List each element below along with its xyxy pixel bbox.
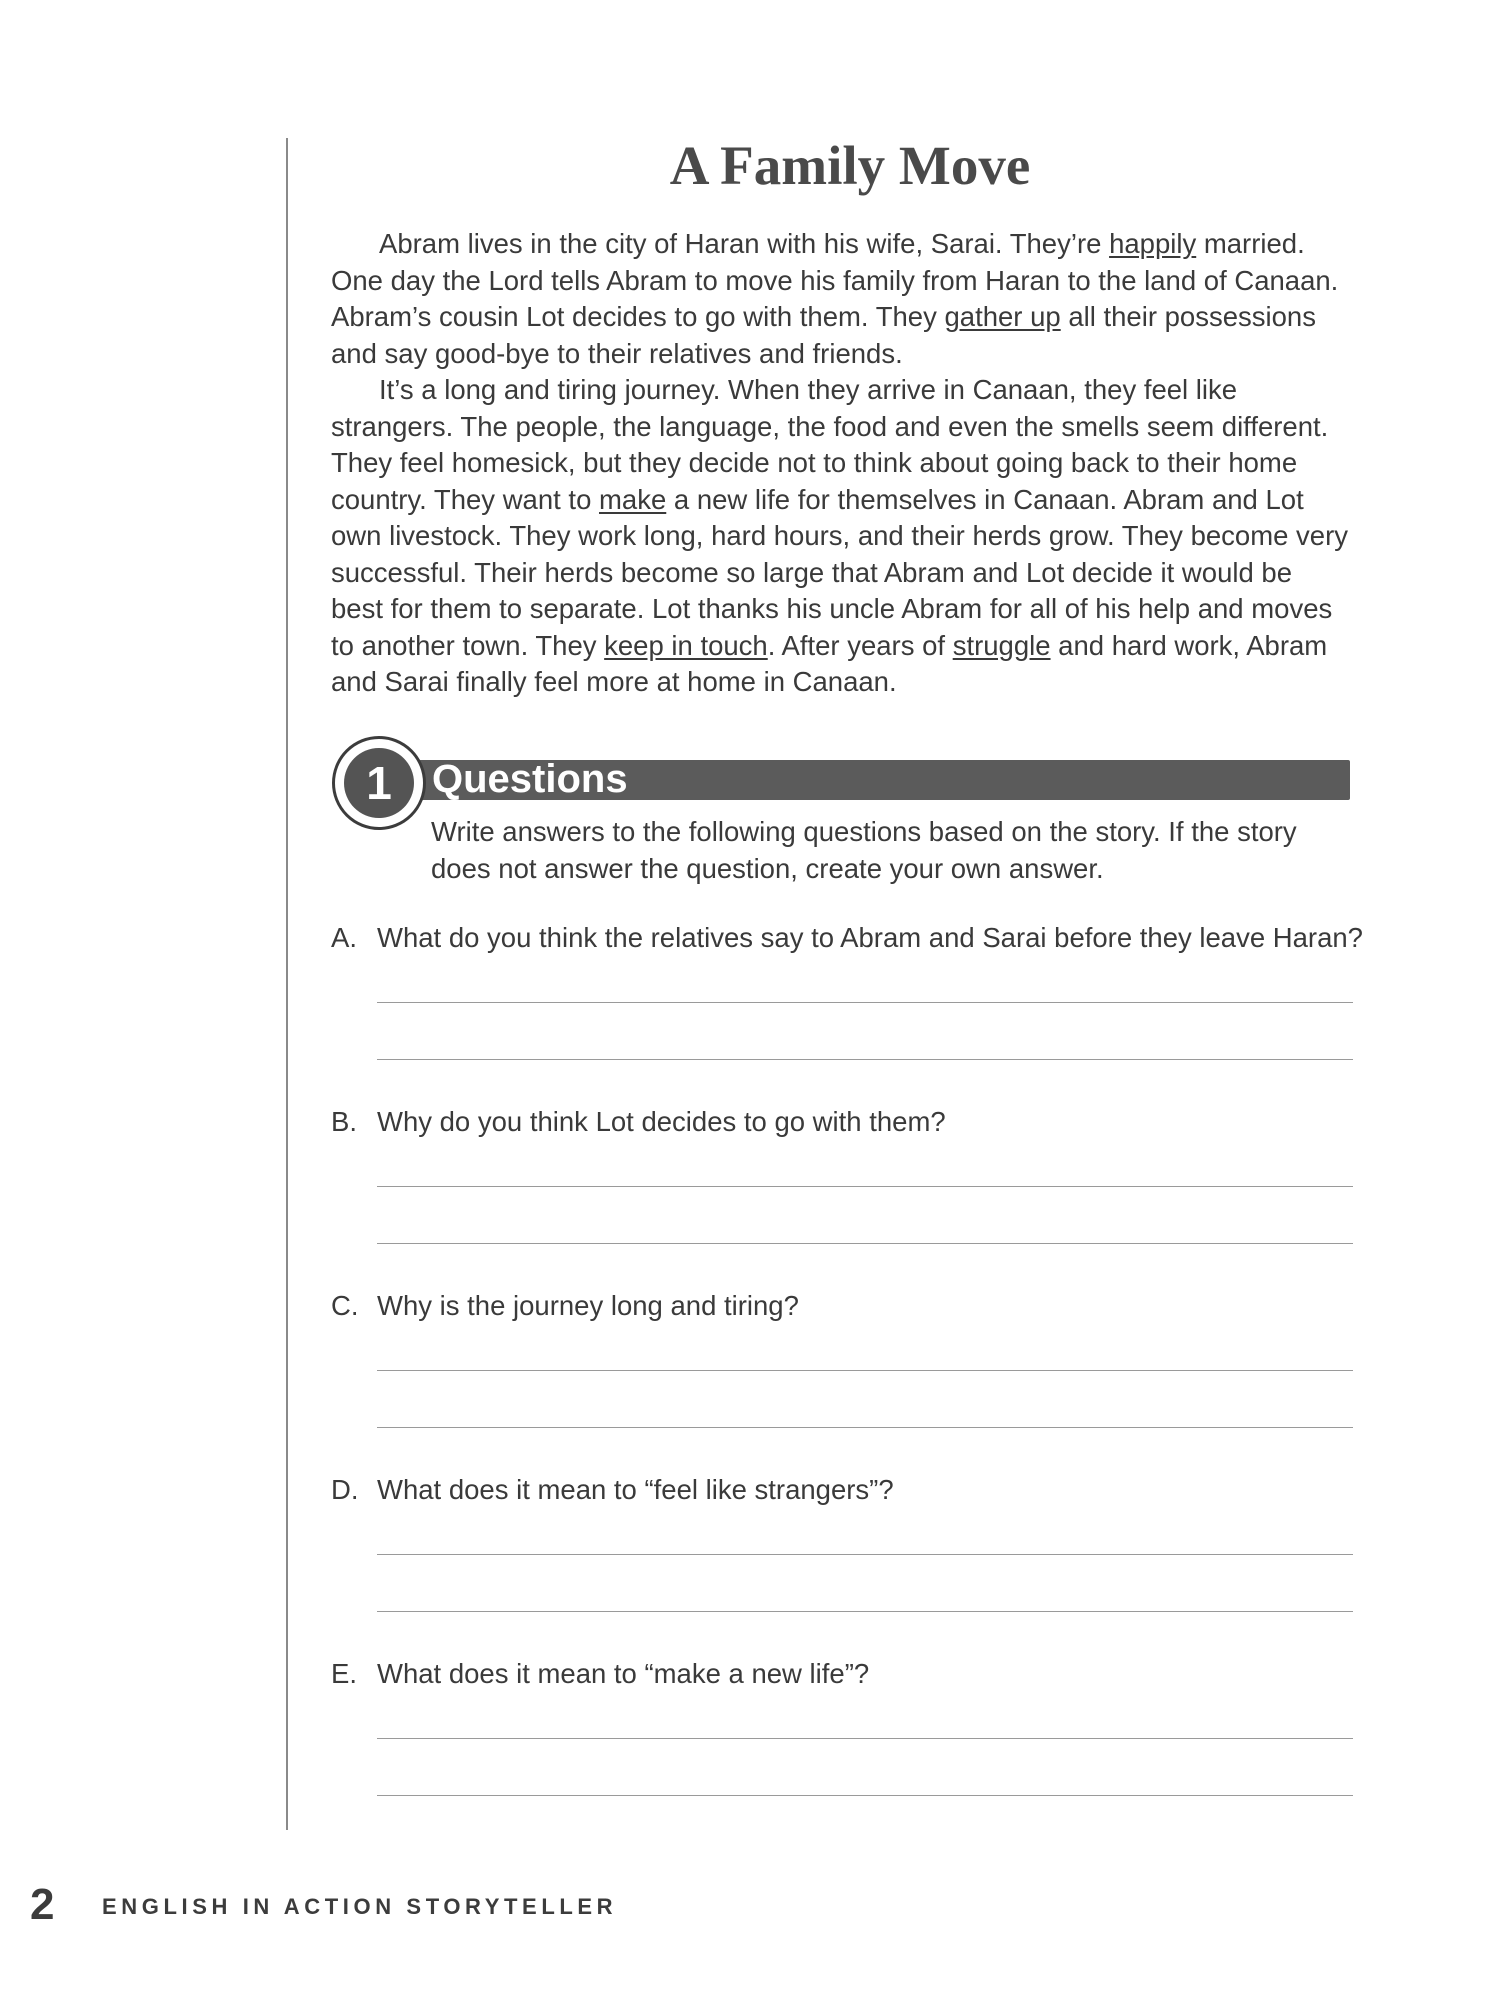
vocab-keep-in-touch: keep in touch	[604, 629, 768, 661]
question-letter: E.	[331, 1658, 357, 1689]
story-paragraph-2	[331, 372, 1351, 701]
vocab-make: make	[599, 483, 667, 515]
vocab-struggle: struggle	[952, 629, 1051, 661]
section-number-badge	[332, 736, 426, 830]
page-title: A Family Move	[669, 135, 1031, 196]
question-text: Why do you think Lot decides to go with them?	[377, 1106, 946, 1137]
question-d	[331, 1472, 1353, 1656]
question-list	[331, 920, 1363, 1840]
question-letter: B.	[331, 1106, 357, 1137]
question-b	[331, 1104, 1353, 1288]
answer-line[interactable]	[377, 1554, 1353, 1555]
question-e	[331, 1656, 1353, 1840]
series-title: ENGLISH IN ACTION STORYTELLER	[102, 1894, 618, 1919]
section-number: 1	[344, 748, 414, 818]
story-text	[331, 226, 1351, 701]
story-paragraph-1	[331, 226, 1351, 372]
story-text-span: Abram lives in the city of Haran with his wife, Sarai. They’re	[379, 228, 1110, 259]
story-text-span: a new life for themselves in Canaan. Abram and Lot own livestock. They work long, hard hours, and their herds grow. They become very successful. Their herds become so large that Abram and Lot decide it would be best for them to separate. Lot thanks his uncle Abram for all of his help and moves to another town. They	[331, 483, 1348, 661]
section-instructions: Write answers to the following questions based on the story. If the story does not answer the question, create your own answer.	[431, 816, 1297, 884]
answer-line[interactable]	[377, 1186, 1353, 1187]
story-text-span: It’s a long and tiring journey. When they arrive in Canaan, they feel like strangers. The people, the language, the food and even the smells seem different. They feel homesick, but they decide not to think about going back to their home country. They want to	[331, 374, 1329, 515]
question-a	[331, 920, 1363, 1104]
answer-line[interactable]	[377, 1738, 1353, 1739]
answer-line[interactable]	[377, 1002, 1353, 1003]
section-heading: Questions	[432, 757, 628, 801]
answer-line[interactable]	[377, 1370, 1353, 1371]
answer-line[interactable]	[377, 1795, 1353, 1796]
question-text: Why is the journey long and tiring?	[377, 1290, 799, 1321]
question-text: What does it mean to “feel like strangers”?	[377, 1474, 894, 1505]
vocab-gather-up: gather up	[944, 301, 1061, 332]
question-letter: A.	[331, 922, 357, 953]
page-number: 2	[30, 1880, 55, 1929]
answer-line[interactable]	[377, 1059, 1353, 1060]
story-text-span: married. One day the Lord tells Abram to move his family from Haran to the land of Canaan. Abram’s cousin Lot decides to go with them. They	[331, 228, 1339, 332]
answer-line[interactable]	[377, 1243, 1353, 1244]
question-letter: D.	[331, 1474, 359, 1505]
margin-rule	[286, 138, 288, 1830]
answer-line[interactable]	[377, 1427, 1353, 1428]
vocab-happily: happily	[1109, 228, 1197, 259]
story-text-span: and hard work, Abram and Sarai finally feel more at home in Canaan.	[331, 629, 1328, 697]
question-text: What does it mean to “make a new life”?	[377, 1658, 870, 1689]
answer-line[interactable]	[377, 1611, 1353, 1612]
story-text-span: . After years of	[767, 629, 953, 661]
question-letter: C.	[331, 1290, 359, 1321]
question-c	[331, 1288, 1353, 1472]
story-text-span: all their possessions and say good-bye to their relatives and friends.	[331, 301, 1316, 369]
question-text: What do you think the relatives say to Abram and Sarai before they leave Haran?	[377, 922, 1363, 953]
